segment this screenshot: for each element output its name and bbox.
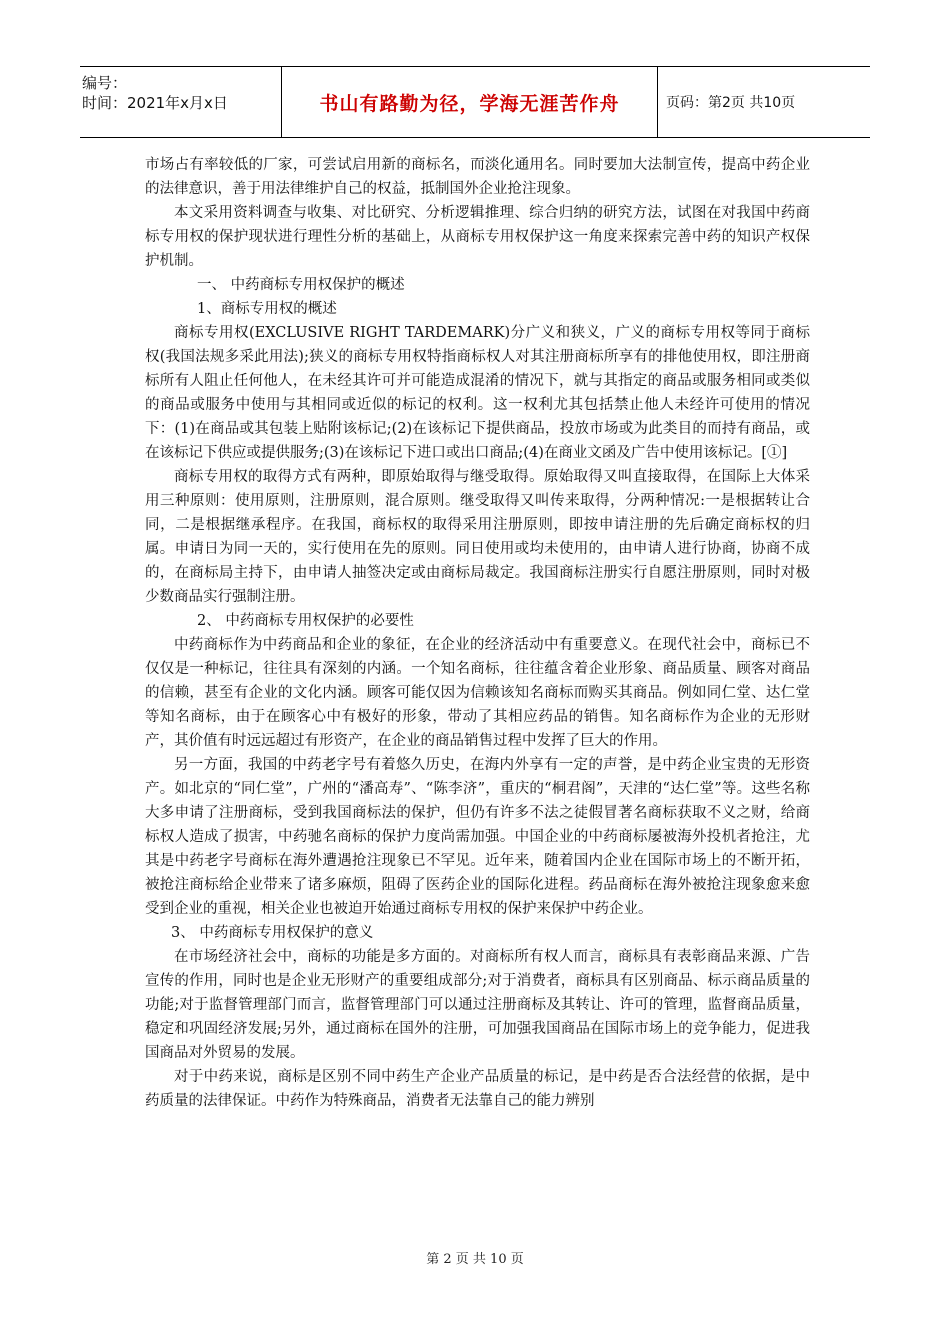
subsection-heading: 3、 中药商标专用权保护的意义 <box>171 925 374 941</box>
paragraph: 中药商标作为中药商品和企业的象征，在企业的经济活动中有重要意义。在现代社会中，商标已不仅仅是一种标记，往往具有深刻的内涵。一个知名商标，往往蕴含着企业形象、商品质量、顾客对商品的信赖，甚至有企业的文化内涵。顾客可能仅因为信赖该知名商标而购买其商品。例如同仁堂、达仁堂等知名商标，由于在顾客心中有极好的形象，带动了其相应药品的销售。知名商标作为企业的无形财产，其价值有时远远超过有形资产，在企业的商品销售过程中发挥了巨大的作用。 <box>145 637 810 749</box>
paragraph: 本文采用资料调查与收集、对比研究、分析逻辑推理、综合归纳的研究方法，试图在对我国中药商标专用权的保护现状进行理性分析的基础上，从商标专用权保护这一角度来探索完善中药的知识产权保护机制。 <box>145 205 810 269</box>
document-body <box>145 153 810 1113</box>
header-meta <box>80 67 281 137</box>
paragraph: 对于中药来说，商标是区别不同中药生产企业产品质量的标记，是中药是否合法经营的依据，是中药质量的法律保证。中药作为特殊商品，消费者无法靠自己的能力辨别 <box>145 1069 810 1109</box>
paragraph: 商标专用权的取得方式有两种，即原始取得与继受取得。原始取得又叫直接取得，在国际上大体采用三种原则：使用原则，注册原则，混合原则。继受取得又叫传来取得，分两种情况:一是根据转让合同，二是根据继承程序。在我国，商标权的取得采用注册原则，即按申请注册的先后确定商标权的归属。申请日为同一天的，实行使用在先的原则。同日使用或均未使用的，由申请人进行协商，协商不成的，在商标局主持下，由申请人抽签决定或由商标局裁定。我国商标注册实行自愿注册原则，同时对极少数商品实行强制注册。 <box>145 469 810 605</box>
page-footer: 第 2 页 共 10 页 <box>426 1252 524 1267</box>
paragraph: 另一方面，我国的中药老字号有着悠久历史，在海内外享有一定的声誉，是中药企业宝贵的无形资产。如北京的“同仁堂”，广州的“潘高寿”、“陈李济”，重庆的“桐君阁”，天津的“达仁堂”等。这些名称大多申请了注册商标，受到我国商标法的保护，但仍有许多不法之徒假冒著名商标获取不义之财，给商标权人造成了损害，中药驰名商标的保护力度尚需加强。中国企业的中药商标屡被海外投机者抢注，尤其是中药老字号商标在海外遭遇抢注现象已不罕见。近年来，随着国内企业在国际市场上的不断开拓，被抢注商标给企业带来了诸多麻烦，阻碍了医药企业的国际化进程。药品商标在海外被抢注现象愈来愈受到企业的重视，相关企业也被迫开始通过商标专用权的保护来保护中药企业。 <box>145 757 810 917</box>
page-header <box>80 66 870 138</box>
subsection-heading: 2、 中药商标专用权保护的必要性 <box>197 613 414 629</box>
section-heading: 一、 中药商标专用权保护的概述 <box>197 277 405 293</box>
header-motto: 书山有路勤为径，学海无涯苦作舟 <box>281 67 658 137</box>
serial-label: 编号： <box>82 74 128 92</box>
date-text: 时间：2021年x月x日 <box>82 94 228 112</box>
paragraph: 市场占有率较低的厂家，可尝试启用新的商标名，而淡化通用名。同时要加大法制宣传，提高中药企业的法律意识，善于用法律维护自己的权益，抵制国外企业抢注现象。 <box>145 157 810 197</box>
paragraph: 商标专用权(EXCLUSIVE RIGHT TARDEMARK)分广义和狭义，广义的商标专用权等同于商标权(我国法规多采此用法);狭义的商标专用权特指商标权人对其注册商标所享有的排他使用权，即注册商标所有人阻止任何他人，在未经其许可并可能造成混淆的情况下，就与其指定的商品或服务相同或类似的商品或服务中使用与其相同或近似的标记的权利。这一权利尤其包括禁止他人未经许可使用的情况下：(1)在商品或其包装上贴附该标记;(2)在该标记下提供商品，投放市场或为此类目的而持有商品，或在该标记下供应或提供服务;(3)在该标记下进口或出口商品;(4)在商业文函及广告中使用该标记。[①] <box>145 325 810 461</box>
subsection-heading: 1、商标专用权的概述 <box>197 301 337 317</box>
header-page-info: 页码：第2页 共10页 <box>666 95 796 111</box>
paragraph: 在市场经济社会中，商标的功能是多方面的。对商标所有权人而言，商标具有表彰商品来源、广告宣传的作用，同时也是企业无形财产的重要组成部分;对于消费者，商标具有区别商品、标示商品质量的功能;对于监督管理部门而言，监督管理部门可以通过注册商标及其转让、许可的管理，监督商品质量，稳定和巩固经济发展;另外，通过商标在国外的注册，可加强我国商品在国际市场上的竞争能力，促进我国商品对外贸易的发展。 <box>145 949 810 1061</box>
